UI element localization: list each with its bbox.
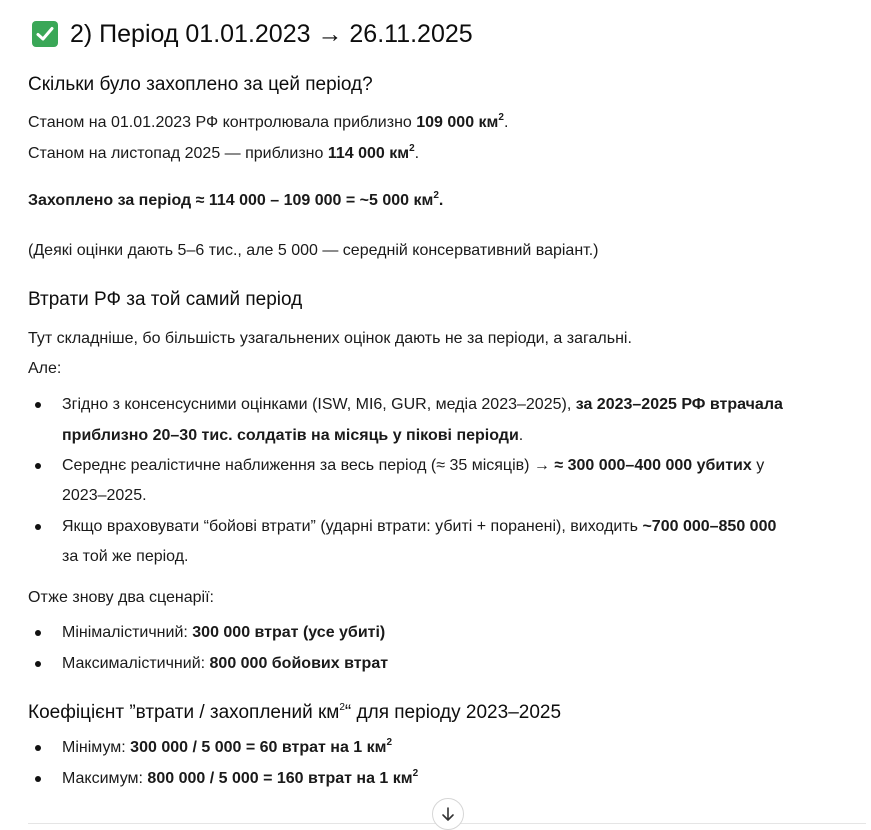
captured-calculation: Захоплено за період ≈ 114 000 – 109 000 = ~5 000 $км^2$. bbox=[28, 189, 444, 209]
list-item-average: Середнє реалістичне наближення за весь період (≈ 35 місяців) → ≈ 300 000–400 000 убитих у bbox=[62, 457, 765, 474]
list-item-minimal: Мінімалістичний: 300 000 втрат (усе убиті) bbox=[62, 624, 386, 641]
section-heading bbox=[32, 17, 473, 51]
list-item-combat: Якщо враховувати “бойові втрати” (ударні втрати: убиті + поранені), виходить ~700 000–850 000 bbox=[62, 518, 777, 535]
list-item-maximal: Максималістичний: 800 000 бойових втрат bbox=[62, 655, 389, 672]
list-item-ratio-max: Максимум: 800 000 / 5 000 = 160 втрат на 1 $км^2$ bbox=[62, 767, 419, 787]
bullet-dot bbox=[35, 745, 41, 751]
losses-intro: Тут складніше, бо більшість узагальнених оцінок дають не за періоди, а загальні. bbox=[28, 330, 632, 347]
list-item-average-cont: 2023–2025. bbox=[62, 487, 147, 504]
bullet-dot bbox=[35, 776, 41, 782]
heading-title: 2) Період 01.01.2023 → 26.11.2025 bbox=[70, 19, 473, 48]
arrow-down-icon bbox=[440, 806, 456, 822]
estimate-note: (Деякі оцінки дають 5–6 тис., але 5 000 — середній консервативний варіант.) bbox=[28, 242, 599, 259]
bullet-dot bbox=[35, 402, 41, 408]
bullet-dot bbox=[35, 661, 41, 667]
scenarios-intro: Отже знову два сценарії: bbox=[28, 589, 214, 606]
bullet-dot bbox=[35, 463, 41, 469]
list-item-combat-cont: за той же період. bbox=[62, 548, 189, 565]
subheading-captured: Скільки було захоплено за цей період? bbox=[28, 74, 373, 95]
scroll-down-button[interactable] bbox=[432, 798, 464, 830]
bullet-dot bbox=[35, 630, 41, 636]
list-item-consensus-cont: приблизно 20–30 тис. солдатів на місяць у пікові періоди. bbox=[62, 427, 524, 444]
losses-but: Але: bbox=[28, 360, 62, 377]
list-item-ratio-min: Мінімум: 300 000 / 5 000 = 60 втрат на 1 $км^2$ bbox=[62, 736, 393, 756]
bullet-dot bbox=[35, 524, 41, 530]
subheading-losses: Втрати РФ за той самий період bbox=[28, 289, 303, 310]
paragraph-end-area: Станом на листопад 2025 — приблизно 114 000 $км^2$. bbox=[28, 142, 420, 162]
paragraph-start-area: Станом на 01.01.2023 РФ контролювала приблизно 109 000 $км^2$. bbox=[28, 111, 509, 131]
check-mark-icon bbox=[32, 21, 58, 47]
list-item-consensus: Згідно з консенсусними оцінками (ISW, MI6, GUR, медіа 2023–2025), за 2023–2025 РФ втрачала bbox=[62, 396, 783, 413]
subheading-ratio: Коефіцієнт ”втрати / захоплений $км^2“$ для періоду 2023–2025 bbox=[28, 701, 562, 723]
